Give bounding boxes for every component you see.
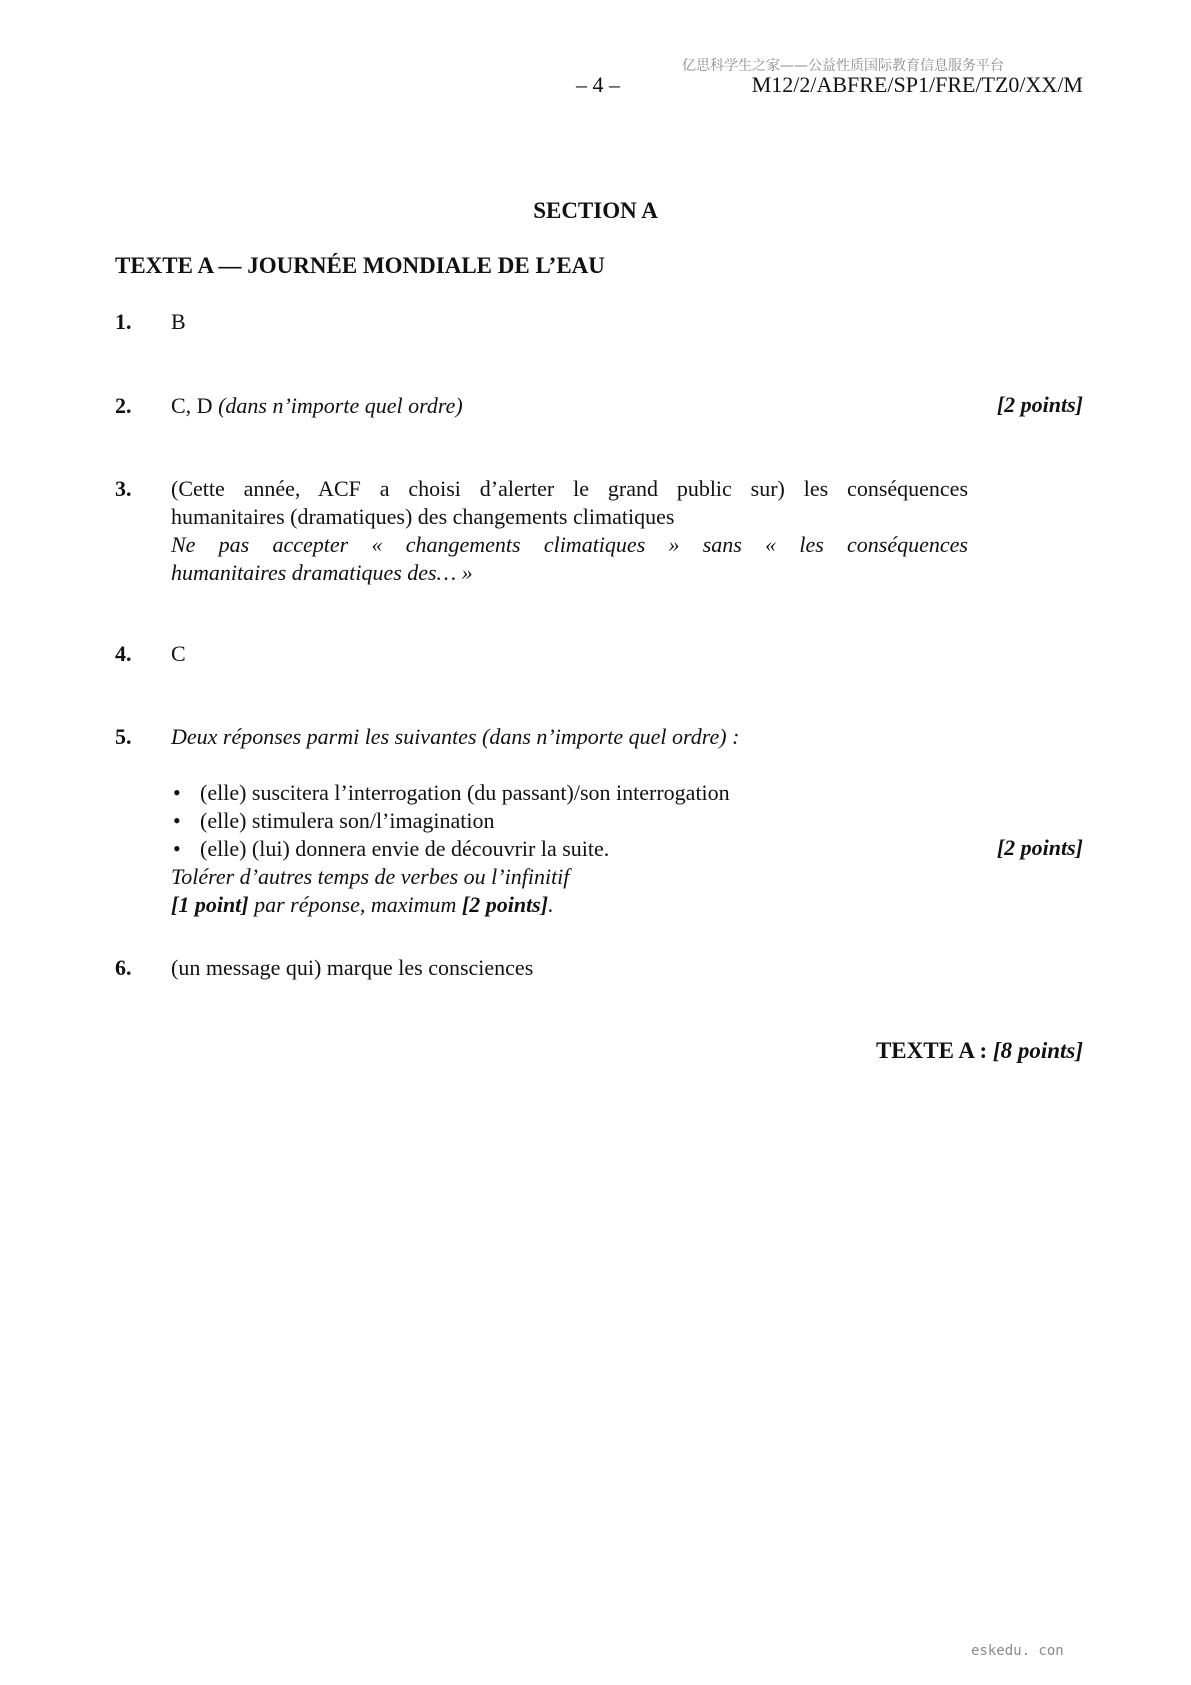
question-number: 3. <box>115 476 132 501</box>
answer-bullet: • (elle) (lui) donnera envie de découvrir la suite. <box>171 835 1031 863</box>
text-title: TEXTE A — JOURNÉE MONDIALE DE L’EAU <box>115 253 605 278</box>
note-tolerance: Tolérer d’autres temps de verbes ou l’infinitif <box>171 864 570 889</box>
question-answer: (un message qui) marque les consciences <box>171 955 534 980</box>
answer-bullet: • (elle) stimulera son/l’imagination <box>171 807 1031 835</box>
reference-code: M12/2/ABFRE/SP1/FRE/TZ0/XX/M <box>751 72 1083 97</box>
answer-line-1: (Cette année, ACF a choisi d’alerter le grand public sur) les conséquences <box>171 476 968 501</box>
answer-line-2: humanitaires (dramatiques) des changements climatiques <box>171 504 675 529</box>
question-number: 2. <box>115 393 132 418</box>
note-text-b: par réponse, maximum <box>248 892 462 917</box>
question-answer: B <box>171 309 186 334</box>
question-number: 1. <box>115 309 132 334</box>
note-points-a: [1 point] <box>171 892 249 917</box>
question-number: 6. <box>115 955 132 980</box>
question-body <box>171 475 968 587</box>
section-title: SECTION A <box>533 198 658 223</box>
note-line-2: humanitaires dramatiques des… » <box>171 560 473 585</box>
question-number: 4. <box>115 641 132 666</box>
note-points-c: [2 points] <box>461 892 549 917</box>
question-intro: Deux réponses parmi les suivantes (dans n’importe quel ordre) : <box>171 724 740 749</box>
total-label: TEXTE A : <box>875 1038 993 1063</box>
note-text-d: . <box>548 892 554 917</box>
question-number: 5. <box>115 724 132 749</box>
question-note: (dans n’importe quel ordre) <box>218 393 463 418</box>
answer-bullet-list <box>171 779 1031 863</box>
watermark-top: 亿思科学生之家——公益性质国际教育信息服务平台 <box>682 58 1004 74</box>
question-answer: C <box>171 641 186 666</box>
total-points: [8 points] <box>992 1038 1083 1063</box>
question-body <box>171 723 1031 919</box>
text-total <box>876 1038 1083 1064</box>
note-line-1: Ne pas accepter « changements climatiques » sans « les conséquences <box>171 532 968 557</box>
page-number: – 4 – <box>576 72 620 97</box>
question-answer-line <box>171 392 463 420</box>
question-answer: C, D <box>171 393 213 418</box>
note-scoring <box>171 891 1031 919</box>
points-q2: [2 points] <box>996 392 1083 417</box>
points-q5: [2 points] <box>996 835 1083 860</box>
answer-bullet: • (elle) suscitera l’interrogation (du passant)/son interrogation <box>171 779 1031 807</box>
watermark-bottom: eskedu. con <box>971 1643 1064 1659</box>
